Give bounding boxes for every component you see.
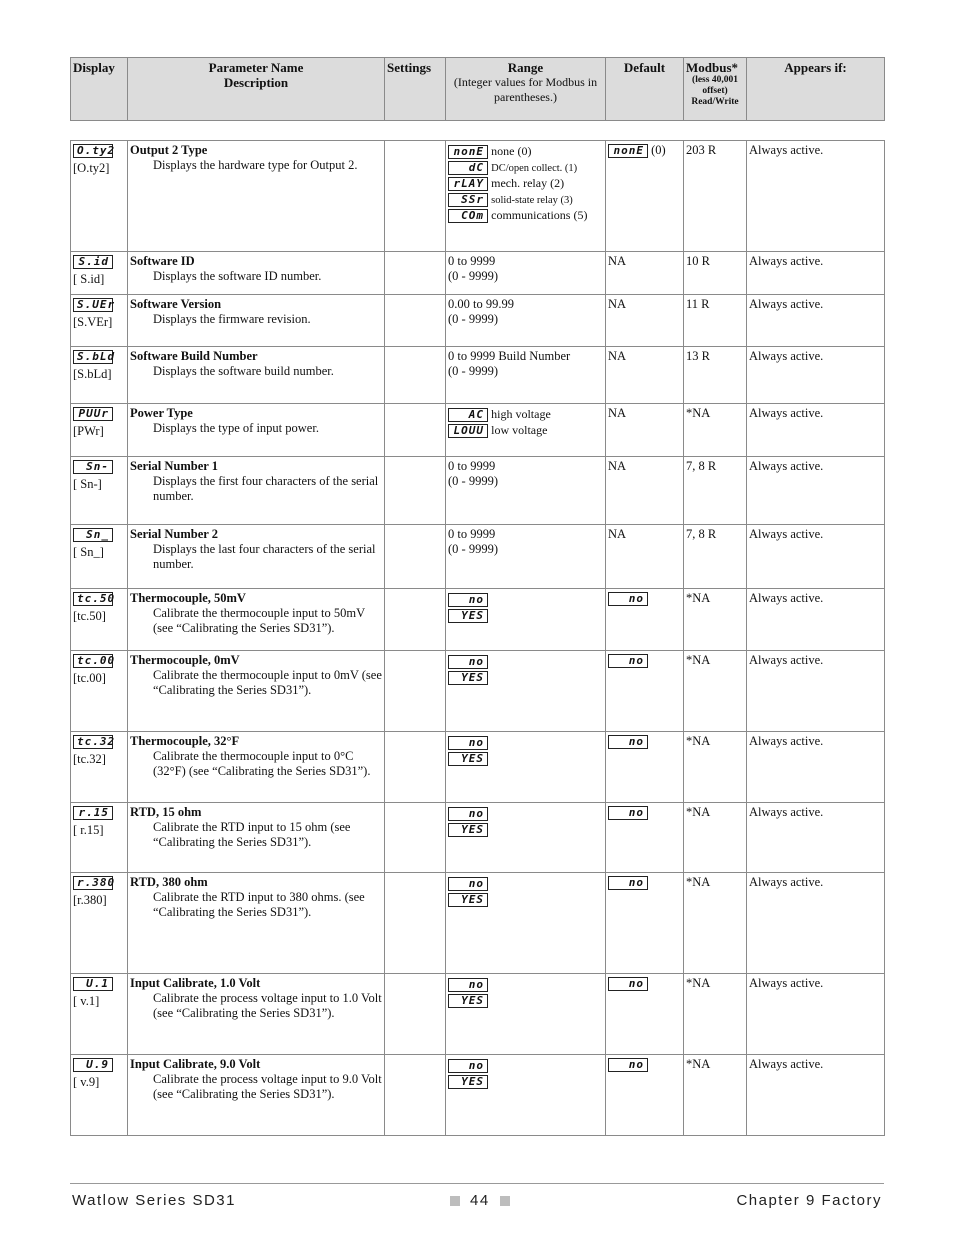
- range-option-label: high voltage: [491, 407, 551, 421]
- square-bullet-icon: [500, 1196, 510, 1206]
- range-line: (0 - 9999): [448, 542, 498, 556]
- page-number: 44: [470, 1192, 490, 1209]
- range-cell: [446, 732, 606, 803]
- default-cell: [606, 732, 684, 803]
- parameter-table: [70, 140, 885, 1136]
- modbus-cell: [684, 589, 747, 651]
- parameter-description: Displays the firmware revision.: [153, 312, 311, 326]
- lcd-option-code: COm: [448, 209, 488, 223]
- square-bullet-icon: [450, 1196, 460, 1206]
- lcd-default-code: no: [608, 654, 648, 668]
- header-modbus: [684, 58, 747, 121]
- table-row: [71, 457, 885, 525]
- range-option-label: none (0): [491, 144, 532, 158]
- appears-cell: [747, 252, 885, 295]
- lcd-option-code: no: [448, 655, 488, 669]
- lcd-option-code: SSr: [448, 193, 488, 207]
- table-row: [71, 1055, 885, 1136]
- range-line: 0.00 to 99.99: [448, 297, 514, 311]
- modbus-value: *NA: [686, 1057, 711, 1071]
- lcd-option-code: no: [448, 877, 488, 891]
- modbus-cell: [684, 457, 747, 525]
- lcd-display-code: S.id: [73, 255, 113, 269]
- modbus-value: 7, 8 R: [686, 527, 717, 541]
- parameter-description: Displays the first four characters of the serial number.: [153, 474, 379, 503]
- default-cell: [606, 974, 684, 1055]
- display-cell: [71, 732, 128, 803]
- table-row: [71, 295, 885, 347]
- modbus-value: 13 R: [686, 349, 710, 363]
- appears-cell: [747, 589, 885, 651]
- header-settings: Settings: [385, 58, 446, 121]
- parameter-description: Calibrate the thermocouple input to 50mV (see “Calibrating the Series SD31”).: [153, 606, 365, 635]
- lcd-option-code: YES: [448, 671, 488, 685]
- settings-cell: [385, 1055, 446, 1136]
- footer-divider: [70, 1183, 884, 1184]
- display-cell: [71, 589, 128, 651]
- display-cell: [71, 457, 128, 525]
- modbus-cell: [684, 404, 747, 457]
- appears-cell: [747, 141, 885, 252]
- modbus-value: 10 R: [686, 254, 710, 268]
- range-option: [448, 875, 603, 891]
- parameter-name: Serial Number 1: [130, 459, 218, 473]
- parameter-description: Calibrate the RTD input to 380 ohms. (see “Calibrating the Series SD31”).: [153, 890, 365, 919]
- lcd-option-code: no: [448, 736, 488, 750]
- lcd-option-code: no: [448, 978, 488, 992]
- range-option: [448, 821, 603, 837]
- parameter-cell: [128, 347, 385, 404]
- range-option-label: DC/open collect. (1): [491, 163, 578, 174]
- default-cell: [606, 589, 684, 651]
- default-text: NA: [608, 254, 627, 268]
- appears-if-value: Always active.: [749, 1057, 824, 1071]
- appears-cell: [747, 803, 885, 873]
- range-option: [448, 750, 603, 766]
- appears-if-value: Always active.: [749, 459, 824, 473]
- range-line: 0 to 9999 Build Number: [448, 349, 571, 363]
- lcd-display-code: r.380: [73, 876, 113, 890]
- default-text: NA: [608, 459, 627, 473]
- parameter-cell: [128, 974, 385, 1055]
- range-option: [448, 1073, 603, 1089]
- range-line: 0 to 9999: [448, 254, 496, 268]
- display-cell: [71, 295, 128, 347]
- settings-cell: [385, 803, 446, 873]
- parameter-name: RTD, 380 ohm: [130, 875, 208, 889]
- range-cell: [446, 347, 606, 404]
- parameter-cell: [128, 803, 385, 873]
- parameter-name: Power Type: [130, 406, 193, 420]
- table-row: [71, 347, 885, 404]
- lcd-option-code: YES: [448, 609, 488, 623]
- default-cell: [606, 651, 684, 732]
- display-text: [r.380]: [73, 893, 107, 907]
- modbus-value: *NA: [686, 875, 711, 889]
- appears-cell: [747, 347, 885, 404]
- default-text: NA: [608, 527, 627, 541]
- lcd-display-code: S.UEr: [73, 298, 113, 312]
- header-modbus-note3: Read/Write: [691, 97, 739, 107]
- settings-cell: [385, 141, 446, 252]
- range-option: [448, 976, 603, 992]
- range-cell: [446, 589, 606, 651]
- lcd-default-code: nonE: [608, 144, 648, 158]
- range-line: (0 - 9999): [448, 312, 498, 326]
- header-modbus-title: Modbus*: [686, 60, 739, 75]
- appears-if-value: Always active.: [749, 976, 824, 990]
- display-text: [ v.9]: [73, 1075, 100, 1089]
- appears-if-value: Always active.: [749, 406, 824, 420]
- header-default: Default: [606, 58, 684, 121]
- appears-cell: [747, 1055, 885, 1136]
- lcd-option-code: rLAY: [448, 177, 488, 191]
- lcd-default-code: no: [608, 977, 648, 991]
- parameter-description: Calibrate the process voltage input to 9.0 Volt (see “Calibrating the Series SD31”).: [153, 1072, 382, 1101]
- footer-chapter: Chapter 9 Factory: [736, 1192, 882, 1209]
- range-line: (0 - 9999): [448, 364, 498, 378]
- modbus-cell: [684, 295, 747, 347]
- appears-if-value: Always active.: [749, 297, 824, 311]
- modbus-cell: [684, 651, 747, 732]
- parameter-cell: [128, 589, 385, 651]
- appears-cell: [747, 651, 885, 732]
- range-option: [448, 175, 603, 191]
- modbus-value: *NA: [686, 406, 711, 420]
- settings-cell: [385, 525, 446, 589]
- default-text: (0): [651, 143, 666, 157]
- parameter-cell: [128, 295, 385, 347]
- table-row: [71, 404, 885, 457]
- table-row: [71, 141, 885, 252]
- lcd-display-code: O.ty2: [73, 144, 113, 158]
- settings-cell: [385, 404, 446, 457]
- appears-if-value: Always active.: [749, 527, 824, 541]
- parameter-name: Software ID: [130, 254, 195, 268]
- display-text: [ S.id]: [73, 272, 105, 286]
- range-option: [448, 422, 603, 438]
- display-cell: [71, 1055, 128, 1136]
- appears-if-value: Always active.: [749, 734, 824, 748]
- lcd-display-code: tc.32: [73, 735, 113, 749]
- range-option: [448, 406, 603, 422]
- default-text: NA: [608, 297, 627, 311]
- header-modbus-note1: (less 40,001: [692, 75, 738, 85]
- header-range: [446, 58, 606, 121]
- range-cell: [446, 141, 606, 252]
- parameter-cell: [128, 873, 385, 974]
- range-option: [448, 653, 603, 669]
- display-cell: [71, 974, 128, 1055]
- lcd-display-code: U.9: [73, 1058, 113, 1072]
- default-text: NA: [608, 349, 627, 363]
- lcd-option-code: YES: [448, 752, 488, 766]
- parameter-name: RTD, 15 ohm: [130, 805, 202, 819]
- modbus-value: *NA: [686, 653, 711, 667]
- header-range-note: (Integer values for Modbus in parentheses.): [453, 75, 598, 104]
- default-cell: [606, 141, 684, 252]
- display-cell: [71, 404, 128, 457]
- range-option: [448, 805, 603, 821]
- display-text: [S.VEr]: [73, 315, 113, 329]
- parameter-name: Software Version: [130, 297, 222, 311]
- modbus-value: *NA: [686, 591, 711, 605]
- modbus-value: 7, 8 R: [686, 459, 717, 473]
- appears-cell: [747, 873, 885, 974]
- table-row: [71, 252, 885, 295]
- settings-cell: [385, 347, 446, 404]
- lcd-option-code: YES: [448, 1075, 488, 1089]
- range-option-label: low voltage: [491, 423, 548, 437]
- parameter-name: Input Calibrate, 1.0 Volt: [130, 976, 261, 990]
- settings-cell: [385, 589, 446, 651]
- range-cell: [446, 803, 606, 873]
- table-row: [71, 589, 885, 651]
- lcd-display-code: Sn_: [73, 528, 113, 542]
- table-row: [71, 651, 885, 732]
- appears-if-value: Always active.: [749, 805, 824, 819]
- parameter-name: Input Calibrate, 9.0 Volt: [130, 1057, 261, 1071]
- lcd-option-code: no: [448, 807, 488, 821]
- display-text: [O.ty2]: [73, 161, 110, 175]
- header-param-name: Parameter Name: [208, 60, 304, 75]
- header-modbus-note2: offset): [702, 86, 728, 96]
- header-appears-if: Appears if:: [747, 58, 885, 121]
- default-cell: [606, 252, 684, 295]
- parameter-cell: [128, 141, 385, 252]
- display-text: [PWr]: [73, 424, 104, 438]
- header-parameter: [128, 58, 385, 121]
- modbus-cell: [684, 732, 747, 803]
- footer-title: Watlow Series SD31: [72, 1192, 236, 1209]
- range-cell: [446, 525, 606, 589]
- modbus-cell: [684, 347, 747, 404]
- parameter-cell: [128, 252, 385, 295]
- lcd-default-code: no: [608, 735, 648, 749]
- parameter-description: Calibrate the process voltage input to 1.0 Volt (see “Calibrating the Series SD31”).: [153, 991, 382, 1020]
- modbus-cell: [684, 525, 747, 589]
- range-line: (0 - 9999): [448, 474, 498, 488]
- footer-page: [450, 1192, 510, 1209]
- parameter-cell: [128, 404, 385, 457]
- modbus-cell: [684, 252, 747, 295]
- lcd-display-code: S.bLd: [73, 350, 113, 364]
- display-text: [ Sn_]: [73, 545, 104, 559]
- header-row: [71, 58, 885, 121]
- lcd-option-code: no: [448, 593, 488, 607]
- modbus-cell: [684, 974, 747, 1055]
- lcd-option-code: no: [448, 1059, 488, 1073]
- range-option: [448, 891, 603, 907]
- lcd-display-code: Sn-: [73, 460, 113, 474]
- lcd-option-code: AC: [448, 408, 488, 422]
- range-option: [448, 143, 603, 159]
- parameter-cell: [128, 1055, 385, 1136]
- table-row: [71, 974, 885, 1055]
- settings-cell: [385, 651, 446, 732]
- parameter-cell: [128, 732, 385, 803]
- parameter-rows: [71, 141, 885, 1136]
- lcd-option-code: LOUU: [448, 424, 488, 438]
- range-cell: [446, 404, 606, 457]
- modbus-cell: [684, 873, 747, 974]
- parameter-description: Calibrate the RTD input to 15 ohm (see “Calibrating the Series SD31”).: [153, 820, 351, 849]
- range-option: [448, 207, 603, 223]
- modbus-value: *NA: [686, 734, 711, 748]
- lcd-default-code: no: [608, 806, 648, 820]
- display-cell: [71, 803, 128, 873]
- parameter-name: Software Build Number: [130, 349, 258, 363]
- parameter-name: Thermocouple, 32°F: [130, 734, 240, 748]
- modbus-value: 11 R: [686, 297, 710, 311]
- range-cell: [446, 1055, 606, 1136]
- modbus-value: 203 R: [686, 143, 717, 157]
- default-cell: [606, 404, 684, 457]
- parameter-name: Serial Number 2: [130, 527, 218, 541]
- appears-if-value: Always active.: [749, 143, 824, 157]
- range-line: (0 - 9999): [448, 269, 498, 283]
- lcd-display-code: r.15: [73, 806, 113, 820]
- range-option: [448, 191, 603, 207]
- table-row: [71, 803, 885, 873]
- modbus-value: *NA: [686, 805, 711, 819]
- range-cell: [446, 651, 606, 732]
- default-cell: [606, 803, 684, 873]
- modbus-cell: [684, 803, 747, 873]
- range-option: [448, 159, 603, 175]
- parameter-description: Displays the last four characters of the serial number.: [153, 542, 376, 571]
- lcd-default-code: no: [608, 876, 648, 890]
- lcd-option-code: dC: [448, 161, 488, 175]
- range-option: [448, 607, 603, 623]
- header-table: [70, 57, 885, 121]
- display-text: [S.bLd]: [73, 367, 112, 381]
- modbus-cell: [684, 141, 747, 252]
- table-row: [71, 873, 885, 974]
- modbus-cell: [684, 1055, 747, 1136]
- lcd-display-code: tc.00: [73, 654, 113, 668]
- display-cell: [71, 141, 128, 252]
- lcd-option-code: YES: [448, 823, 488, 837]
- parameter-cell: [128, 525, 385, 589]
- parameter-description: Calibrate the thermocouple input to 0°C (32°F) (see “Calibrating the Series SD31”).: [153, 749, 371, 778]
- appears-if-value: Always active.: [749, 591, 824, 605]
- default-cell: [606, 457, 684, 525]
- parameter-description: Displays the hardware type for Output 2.: [153, 158, 358, 172]
- modbus-value: *NA: [686, 976, 711, 990]
- default-cell: [606, 1055, 684, 1136]
- parameter-name: Thermocouple, 0mV: [130, 653, 240, 667]
- range-option-label: communications (5): [491, 208, 588, 222]
- parameter-cell: [128, 651, 385, 732]
- settings-cell: [385, 732, 446, 803]
- lcd-display-code: PUUr: [73, 407, 113, 421]
- appears-cell: [747, 525, 885, 589]
- parameter-name: Output 2 Type: [130, 143, 208, 157]
- display-text: [ v.1]: [73, 994, 100, 1008]
- settings-cell: [385, 457, 446, 525]
- appears-if-value: Always active.: [749, 875, 824, 889]
- appears-cell: [747, 457, 885, 525]
- default-cell: [606, 347, 684, 404]
- table-row: [71, 732, 885, 803]
- header-param-desc: Description: [223, 75, 289, 90]
- display-cell: [71, 873, 128, 974]
- lcd-option-code: YES: [448, 994, 488, 1008]
- display-text: [ r.15]: [73, 823, 104, 837]
- parameter-name: Thermocouple, 50mV: [130, 591, 246, 605]
- display-text: [ Sn-]: [73, 477, 102, 491]
- settings-cell: [385, 873, 446, 974]
- display-cell: [71, 651, 128, 732]
- parameter-description: Calibrate the thermocouple input to 0mV (see “Calibrating the Series SD31”).: [153, 668, 382, 697]
- appears-cell: [747, 404, 885, 457]
- range-line: 0 to 9999: [448, 527, 496, 541]
- range-cell: [446, 974, 606, 1055]
- table-row: [71, 525, 885, 589]
- appears-cell: [747, 732, 885, 803]
- range-option-label: solid-state relay (3): [491, 195, 573, 206]
- settings-cell: [385, 295, 446, 347]
- display-text: [tc.00]: [73, 671, 106, 685]
- range-cell: [446, 295, 606, 347]
- parameter-description: Displays the type of input power.: [153, 421, 319, 435]
- lcd-default-code: no: [608, 592, 648, 606]
- parameter-description: Displays the software build number.: [153, 364, 334, 378]
- appears-cell: [747, 295, 885, 347]
- display-cell: [71, 525, 128, 589]
- display-text: [tc.50]: [73, 609, 106, 623]
- range-option-label: mech. relay (2): [491, 176, 565, 190]
- display-cell: [71, 347, 128, 404]
- parameter-description: Displays the software ID number.: [153, 269, 322, 283]
- settings-cell: [385, 974, 446, 1055]
- lcd-display-code: tc.50: [73, 592, 113, 606]
- range-option: [448, 591, 603, 607]
- default-cell: [606, 295, 684, 347]
- settings-cell: [385, 252, 446, 295]
- header-range-title: Range: [507, 60, 544, 75]
- lcd-option-code: nonE: [448, 145, 488, 159]
- appears-if-value: Always active.: [749, 653, 824, 667]
- range-cell: [446, 252, 606, 295]
- display-text: [tc.32]: [73, 752, 106, 766]
- default-cell: [606, 873, 684, 974]
- range-option: [448, 992, 603, 1008]
- range-option: [448, 669, 603, 685]
- parameter-cell: [128, 457, 385, 525]
- default-cell: [606, 525, 684, 589]
- header-display: Display: [71, 58, 128, 121]
- range-cell: [446, 457, 606, 525]
- appears-if-value: Always active.: [749, 349, 824, 363]
- lcd-display-code: U.1: [73, 977, 113, 991]
- default-text: NA: [608, 406, 627, 420]
- page-footer: [70, 1192, 884, 1212]
- display-cell: [71, 252, 128, 295]
- lcd-option-code: YES: [448, 893, 488, 907]
- range-option: [448, 1057, 603, 1073]
- appears-if-value: Always active.: [749, 254, 824, 268]
- range-line: 0 to 9999: [448, 459, 496, 473]
- range-option: [448, 734, 603, 750]
- lcd-default-code: no: [608, 1058, 648, 1072]
- appears-cell: [747, 974, 885, 1055]
- range-cell: [446, 873, 606, 974]
